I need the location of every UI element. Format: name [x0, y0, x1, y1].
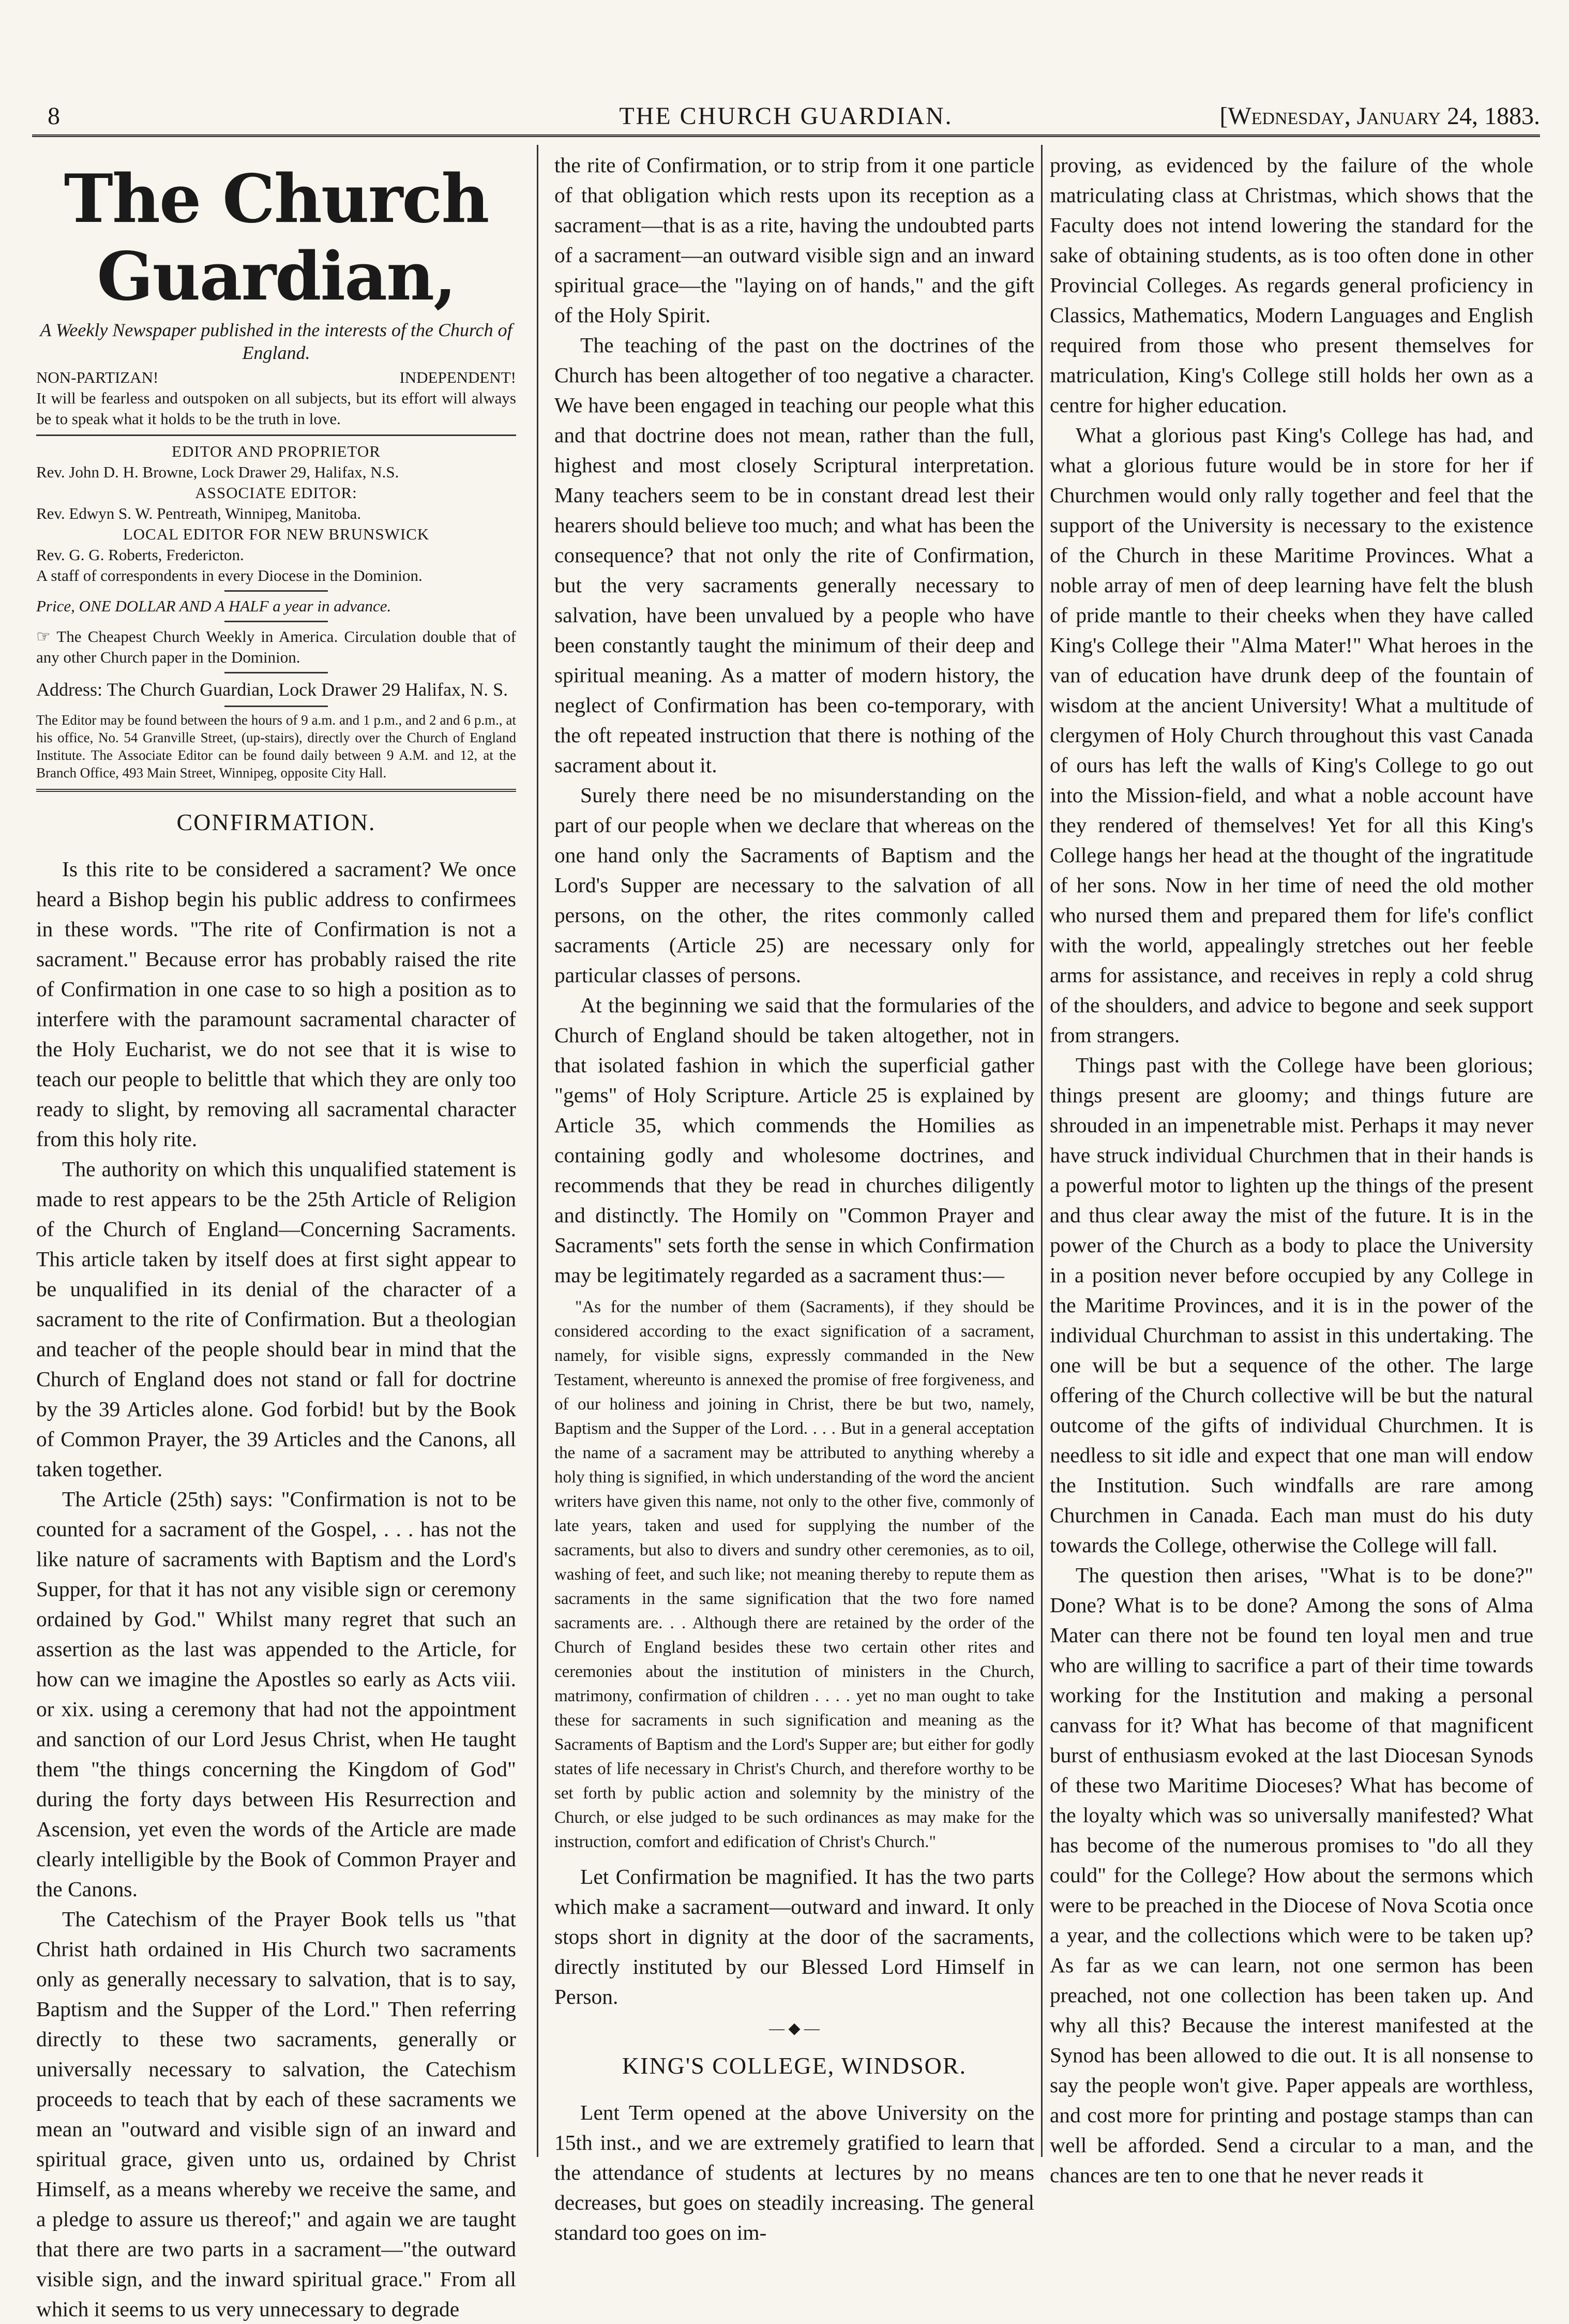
- paragraph: The teaching of the past on the doctrines of the Church has been altogether of too negative a character. We have been engaged in teaching our people what this and that doctrine does not mean, rather than the full, highest and most closely Scriptural interpretation. Many teachers seem to be in constant dread lest their hearers should believe too much; and what has been the consequence? that not only the rite of Confirmation, but the very sacraments generally necessary to salvation, have been unvalued by a people who have been constantly taught the minimum of their deep and spiritual meaning. As a matter of modern history, the neglect of Confirmation has been co-temporary, with the oft repeated instruction that there is nothing of the sacrament about it.: [554, 333, 1034, 777]
- column-rule: [537, 145, 538, 2157]
- local-heading: LOCAL EDITOR FOR NEW BRUNSWICK: [123, 525, 430, 543]
- paragraph: The Catechism of the Prayer Book tells us "that Christ hath ordained in His Church two sacraments only as generally necessary to salvation, that is to say, Baptism and the Supper of the Lord." Then referring directly to these two sacraments, generally or universally necessary to salvation, the Catechism proceeds to teach that by each of these sacraments we mean an "outward and visible sign of an inward and spiritual grace, given unto us, ordained by Christ Himself, as a means whereby we receive the same, and a pledge to assure us thereof;" and again we are taught that there are two parts in a sacrament—"the outward visible sign, and the inward spiritual grace." From all which it seems to us very unnecessary to degrade: [36, 1907, 516, 2321]
- price: Price, ONE DOLLAR AND A HALF a year in advance.: [36, 597, 391, 615]
- column-3: [1050, 150, 1533, 2187]
- local-editor: Rev. G. G. Roberts, Fredericton.: [36, 546, 244, 564]
- office-hours: The Editor may be found between the hours of 9 a.m. and 1 p.m., and 2 and 6 p.m., at his office, No. 54 Granville Street, (up-stairs), directly over the Church of England Institute. The Associate Editor can be found daily between 9 A.M. and 12, at the Branch Office, 493 Main Street, Winnipeg, opposite City Hall.: [36, 712, 516, 781]
- column-1: [36, 150, 516, 2321]
- paragraph: What a glorious past King's College has had, and what a glorious future would be in store for her if Churchmen would only rally together and feel that the support of the University is necessary to the existence of the Church in these Maritime Provinces. What a noble array of men of deep learning have felt the blush of pride mantle to their cheeks when they have called King's College their "Alma Mater!" What heroes in the van of education have drunk deep of the fountain of wisdom at the ancient University! What a multitude of clergymen of Holy Church throughout this vast Canada of ours has left the walls of King's College to go out into the Mission-field, and what a noble account have they rendered of themselves! Yet for all this King's College hangs her head at the thought of the ingratitude of her sons. Now in her time of need the old mother who nursed them and prepared them for life's conflict with the world, appealingly stretches out her feeble arms for assistance, and receives in reply a cold shrug of the shoulders, and advice to begone and seek support from strangers.: [1050, 423, 1533, 1047]
- article-heading-confirmation: CONFIRMATION.: [176, 809, 376, 835]
- divider: [224, 590, 328, 592]
- paragraph: proving, as evidenced by the failure of the whole matriculating class at Christmas, which shows that the Faculty does not intend lowering the standard for the sake of obtaining students, as is too often done in other Provincial Colleges. As regards general proficiency in Classics, Mathematics, Modern Languages and English required from those who present themselves for matriculation, King's College still holds her own as a centre for higher education.: [1050, 153, 1533, 417]
- divider: [36, 434, 516, 436]
- paragraph: The Article (25th) says: "Confirmation is not to be counted for a sacrament of the Gospel, . . . has not the like nature of sacraments with Baptism and the Lord's Supper, for that it has not any visible sign or ceremony ordained by God." Whilst many regret that such an assertion as the last was appended to the Article, for how can we imagine the Apostles so early as Acts viii. or xix. using a ceremony that had not the appointment and sanction of our Lord Jesus Christ, when He taught them "the things concerning the Kingdom of God" during the forty days between His Resurrection and Ascension, yet even the words of the Article are made clearly intelligible by the Book of Common Prayer and the Canons.: [36, 1487, 516, 1901]
- staff-note: A staff of correspondents in every Diocese in the Dominion.: [36, 566, 423, 584]
- divider: [224, 621, 328, 622]
- paragraph: Is this rite to be considered a sacrament? We once heard a Bishop begin his public address to confirmees in these words. "The rite of Confirmation is not a sacrament." Because error has probably raised the rite of Confirmation in one case to so high a position as to interfere with the paramount sacramental character of the Holy Eucharist, we do not see that it is wise to teach our people to belittle that which they are only too ready to slight, by removing all sacramental character from this holy rite.: [36, 857, 516, 1151]
- divider: [224, 706, 328, 707]
- article-heading-kings-college: KING'S COLLEGE, WINDSOR.: [622, 2052, 967, 2079]
- masthead-title: THE CHURCH GUARDIAN.: [619, 102, 953, 130]
- stance-row: [36, 367, 516, 388]
- homily-quote: [554, 1295, 1034, 1854]
- tagline: A Weekly Newspaper published in the interests of the Church of England.: [40, 320, 512, 363]
- cheapest-note: ☞ The Cheapest Church Weekly in America. Circulation double that of any other Church paper in the Dominion.: [36, 627, 516, 666]
- independent-label: INDEPENDENT!: [399, 368, 516, 386]
- ornament-divider: — ◆ —: [768, 2020, 820, 2037]
- editor-heading: EDITOR AND PROPRIETOR: [172, 442, 381, 460]
- paragraph: At the beginning we said that the formularies of the Church of England should be taken altogether, not in that isolated fashion in which the superficial gather "gems" of Holy Scripture. Article 25 is explained by Article 35, which commends the Homilies as containing godly and wholesome doctrines, and recommends that they be read in churches diligently and distinctly. The Homily on "Common Prayer and Sacraments" sets forth the sense in which Confirmation may be legitimately regarded as a sacrament thus:—: [554, 993, 1034, 1287]
- paragraph: Surely there need be no misunderstanding on the part of our people when we declare that whereas on the one hand only the Sacraments of Baptism and the Lord's Supper are necessary to the salvation of all persons, on the other, the rites commonly called sacraments (Article 25) are necessary only for particular classes of persons.: [554, 783, 1034, 987]
- paragraph: Lent Term opened at the above University on the 15th inst., and we are extremely gratified to learn that the attendance of students at lectures by no means decreases, but goes on steadily increasing. The general standard too goes on im-: [554, 2101, 1034, 2244]
- fearless-statement: It will be fearless and outspoken on all subjects, but its effort will always be to speak what it holds to be the truth in love.: [36, 389, 516, 428]
- double-rule: [36, 789, 516, 792]
- associate-editor: Rev. Edwyn S. W. Pentreath, Winnipeg, Manitoba.: [36, 504, 361, 522]
- nameplate: The Church Guardian,: [64, 160, 489, 316]
- divider: [224, 672, 328, 673]
- address: Address: The Church Guardian, Lock Drawer 29 Halifax, N. S.: [36, 679, 508, 700]
- paragraph: The authority on which this unqualified statement is made to rest appears to be the 25th Article of Religion of the Church of England—Concerning Sacraments. This article taken by itself does at first sight appear to be unqualified in its denial of the character of a sacrament to the rite of Confirmation. But a theologian and teacher of the people should bear in mind that the Church of England does not stand or fall for doctrine by the 39 Articles alone. God forbid! but by the Book of Common Prayer, the 39 Articles and the Canons, all taken together.: [36, 1157, 516, 1481]
- issue-date: [Wednesday, January 24, 1883.: [1219, 102, 1540, 130]
- page-number: 8: [48, 102, 60, 130]
- paragraph: The question then arises, "What is to be done?" Done? What is to be done? Among the sons of Alma Mater can there not be found ten loyal men and true who are willing to sacrifice a part of their time towards working for the Institution and making a personal canvass for it? What has become of that magnificent burst of enthusiasm evoked at the last Diocesan Synods of these two Maritime Dioceses? What has become of the loyalty which was so universally manifested? What has become of the numerous promises to "do all they could" for the College? How about the sermons which were to be preached in the Diocese of Nova Scotia once a year, and the collections which were to be taken up? As far as we can learn, not one sermon has been preached, not one collection has been taken up. And why all this? Because the interest manifested at the Synod has been allowed to die out. It is all nonsense to say the people won't give. Paper appeals are worthless, and cost more for printing and postage stamps than can well be afforded. Send a circular to a man, and the chances are ten to one that he never reads it: [1050, 1563, 1533, 2187]
- column-2: [554, 150, 1034, 2244]
- paragraph: Things past with the College have been glorious; things present are gloomy; and things future are shrouded in an impenetrable mist. Perhaps it may never have struck individual Churchmen that in their hands is a powerful motor to lighten up the things of the present and thus clear away the mist of the future. It is in the power of the Church as a body to place the University in a position never before occupied by any College in the Maritime Provinces, and it is in the power of the individual Churchman to assist in this undertaking. The one will be but a sequence of the other. The large offering of the Church collective will be but the natural outcome of the gifts of individual Churchmen. It is needless to sit idle and expect that one man will endow the Institution. Such windfalls are rare among Churchmen in Canada. Each man must do his duty towards the College, otherwise the College will fall.: [1050, 1053, 1533, 1557]
- assoc-heading: ASSOCIATE EDITOR:: [195, 484, 357, 502]
- paragraph: Let Confirmation be magnified. It has the two parts which make a sacrament—outward and inward. It only stops short in dignity at the door of the sacraments, directly instituted by our Blessed Lord Himself in Person.: [554, 1865, 1034, 2008]
- page-header: [32, 98, 1540, 137]
- paragraph: the rite of Confirmation, or to strip from it one particle of that obligation which rests upon its reception as a sacrament—that is as a rite, having the undoubted parts of a sacrament—an outward visible sign and an inward spiritual grace—the "laying on of hands," and the gift of the Holy Spirit.: [554, 153, 1034, 327]
- non-partizan-label: NON-PARTIZAN!: [36, 368, 159, 386]
- quote-text: "As for the number of them (Sacraments), if they should be considered according to the exact signification of a sacrament, namely, for visible signs, expressly commanded in the New Testament, whereunto is annexed the promise of free forgiveness, and of our holiness and joining in Christ, there be but two, namely, Baptism and the Supper of the Lord. . . . But in a general acceptation the name of a sacrament may be attributed to anything whereby a holy thing is signified, in which understanding of the word the ancient writers have given this name, not only to the other five, commonly of late years, taken and used for supplying the number of the sacraments, but also to divers and sundry other ceremonies, as to oil, washing of feet, and such like; not meaning thereby to repute them as sacraments in the same signification that the two fore named sacraments are. . . Although there are retained by the order of the Church of England besides these two certain other rites and ceremonies about the institution of ministers in the Church, matrimony, confirmation of children . . . . yet no man ought to take these for sacraments in such signification and meaning as the Sacraments of Baptism and the Lord's Supper are; but either for godly states of life necessary in Christ's Church, and therefore worthy to be set forth by public action and solemnity by the ministry of the Church, or else judged to be such ordinances as may make for the instruction, comfort and edification of Christ's Church.": [554, 1298, 1034, 1851]
- editor: Rev. John D. H. Browne, Lock Drawer 29, Halifax, N.S.: [36, 463, 399, 481]
- column-rule: [1041, 145, 1043, 2157]
